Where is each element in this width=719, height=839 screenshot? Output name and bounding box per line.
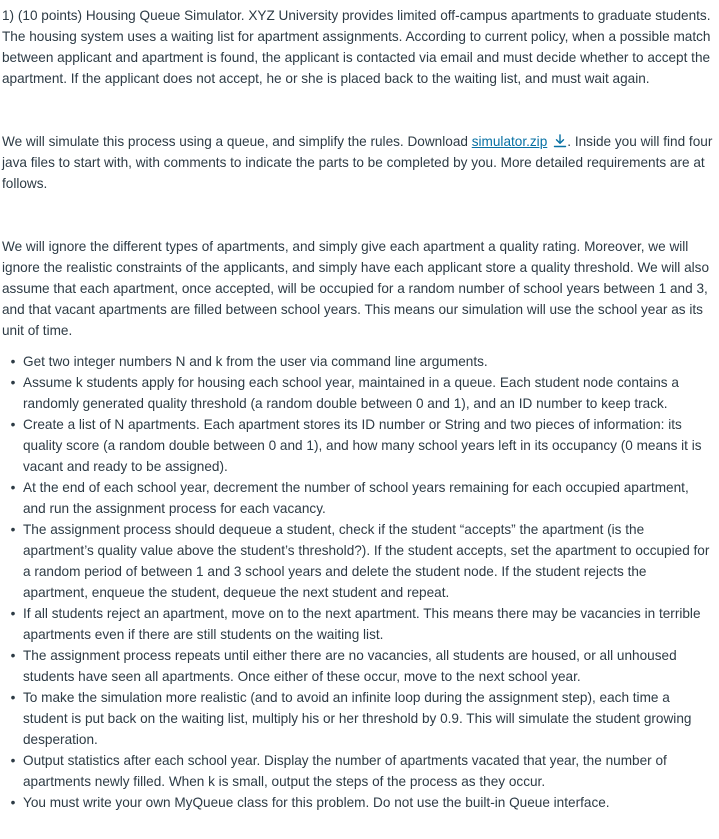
bullet: • [10, 522, 16, 537]
list-item-text: You must write your own MyQueue class for this problem. Do not use the built-in Queue interface. [23, 795, 610, 810]
requirements-list [2, 351, 714, 813]
list-item-text: Create a list of N apartments. Each apartment stores its ID number or String and two pieces of information: its quality score (a random double between 0 and 1), and how many school years left in its occupancy (0 means it is vacant and ready to be assigned). [23, 417, 702, 474]
bullet: • [10, 690, 16, 705]
list-item-text: The assignment process repeats until either there are no vacancies, all students are housed, or all unhoused students have seen all apartments. Once either of these occur, move to the next school year. [23, 648, 677, 684]
list-item-text: Assume k students apply for housing each school year, maintained in a queue. Each student node contains a randomly generated quality threshold (a random double between 0 and 1), and an ID number to keep track. [23, 375, 679, 411]
list-item-text: To make the simulation more realistic (and to avoid an infinite loop during the assignment step), each time a student is put back on the waiting list, multiply his or her threshold by 0.9. This will simulate the student growing desperation. [23, 690, 692, 747]
list-item [10, 519, 714, 603]
bullet: • [10, 795, 16, 810]
bullet: • [10, 354, 16, 369]
simulate-text-after: . Inside you will find four java files to start with, with comments to indicate the parts to be completed by you. More detailed requirements are at follows. [2, 134, 713, 191]
simulate-text-before: We will simulate this process using a queue, and simplify the rules. Download [2, 134, 472, 149]
simulator-zip-link[interactable]: simulator.zip [471, 134, 548, 149]
list-item [10, 603, 714, 645]
list-item-text: The assignment process should dequeue a student, check if the student “accepts” the apartment (is the apartment’s quality value above the student’s threshold?). If the student accepts, set the apartment to occupied for a random period of between 1 and 3 school years and delete the student node. If the student rejects the apartment, enqueue the student, dequeue the next student and repeat. [23, 522, 710, 600]
assumptions-paragraph: We will ignore the different types of apartments, and simply give each apartment a quality rating. Moreover, we will ignore the realistic constraints of the applicants, and simply have each applicant store a quality threshold. We will also assume that each apartment, once accepted, will be occupied for a random number of school years between 1 and 3, and that vacant apartments are filled between school years. This means our simulation will use the school year as its unit of time. [2, 239, 710, 338]
list-item [10, 750, 714, 792]
bullet: • [10, 375, 16, 390]
download-icon[interactable] [553, 134, 567, 148]
bullet: • [10, 417, 16, 432]
list-item-text: If all students reject an apartment, move on to the next apartment. This means there may be vacancies in terrible apartments even if there are still students on the waiting list. [23, 606, 701, 642]
bullet: • [10, 480, 16, 495]
bullet: • [10, 753, 16, 768]
list-item [10, 414, 714, 477]
list-item [10, 372, 714, 414]
list-item [10, 687, 714, 750]
list-item [10, 477, 714, 519]
bullet: • [10, 648, 16, 663]
list-item [10, 351, 714, 372]
bullet: • [10, 606, 16, 621]
list-item-text: Get two integer numbers N and k from the user via command line arguments. [23, 354, 488, 369]
simulate-paragraph [2, 131, 714, 194]
list-item [10, 792, 714, 813]
intro-paragraph: 1) (10 points) Housing Queue Simulator. XYZ University provides limited off-campus apartments to graduate students. The housing system uses a waiting list for apartment assignments. According to current policy, when a possible match between applicant and apartment is found, the applicant is contacted via email and must decide whether to accept the apartment. If the applicant does not accept, he or she is placed back to the waiting list, and must wait again. [2, 8, 711, 86]
list-item-text: At the end of each school year, decrement the number of school years remaining for each occupied apartment, and run the assignment process for each vacancy. [23, 480, 689, 516]
list-item [10, 645, 714, 687]
list-item-text: Output statistics after each school year. Display the number of apartments vacated that year, the number of apartments newly filled. When k is small, output the steps of the process as they occur. [23, 753, 667, 789]
